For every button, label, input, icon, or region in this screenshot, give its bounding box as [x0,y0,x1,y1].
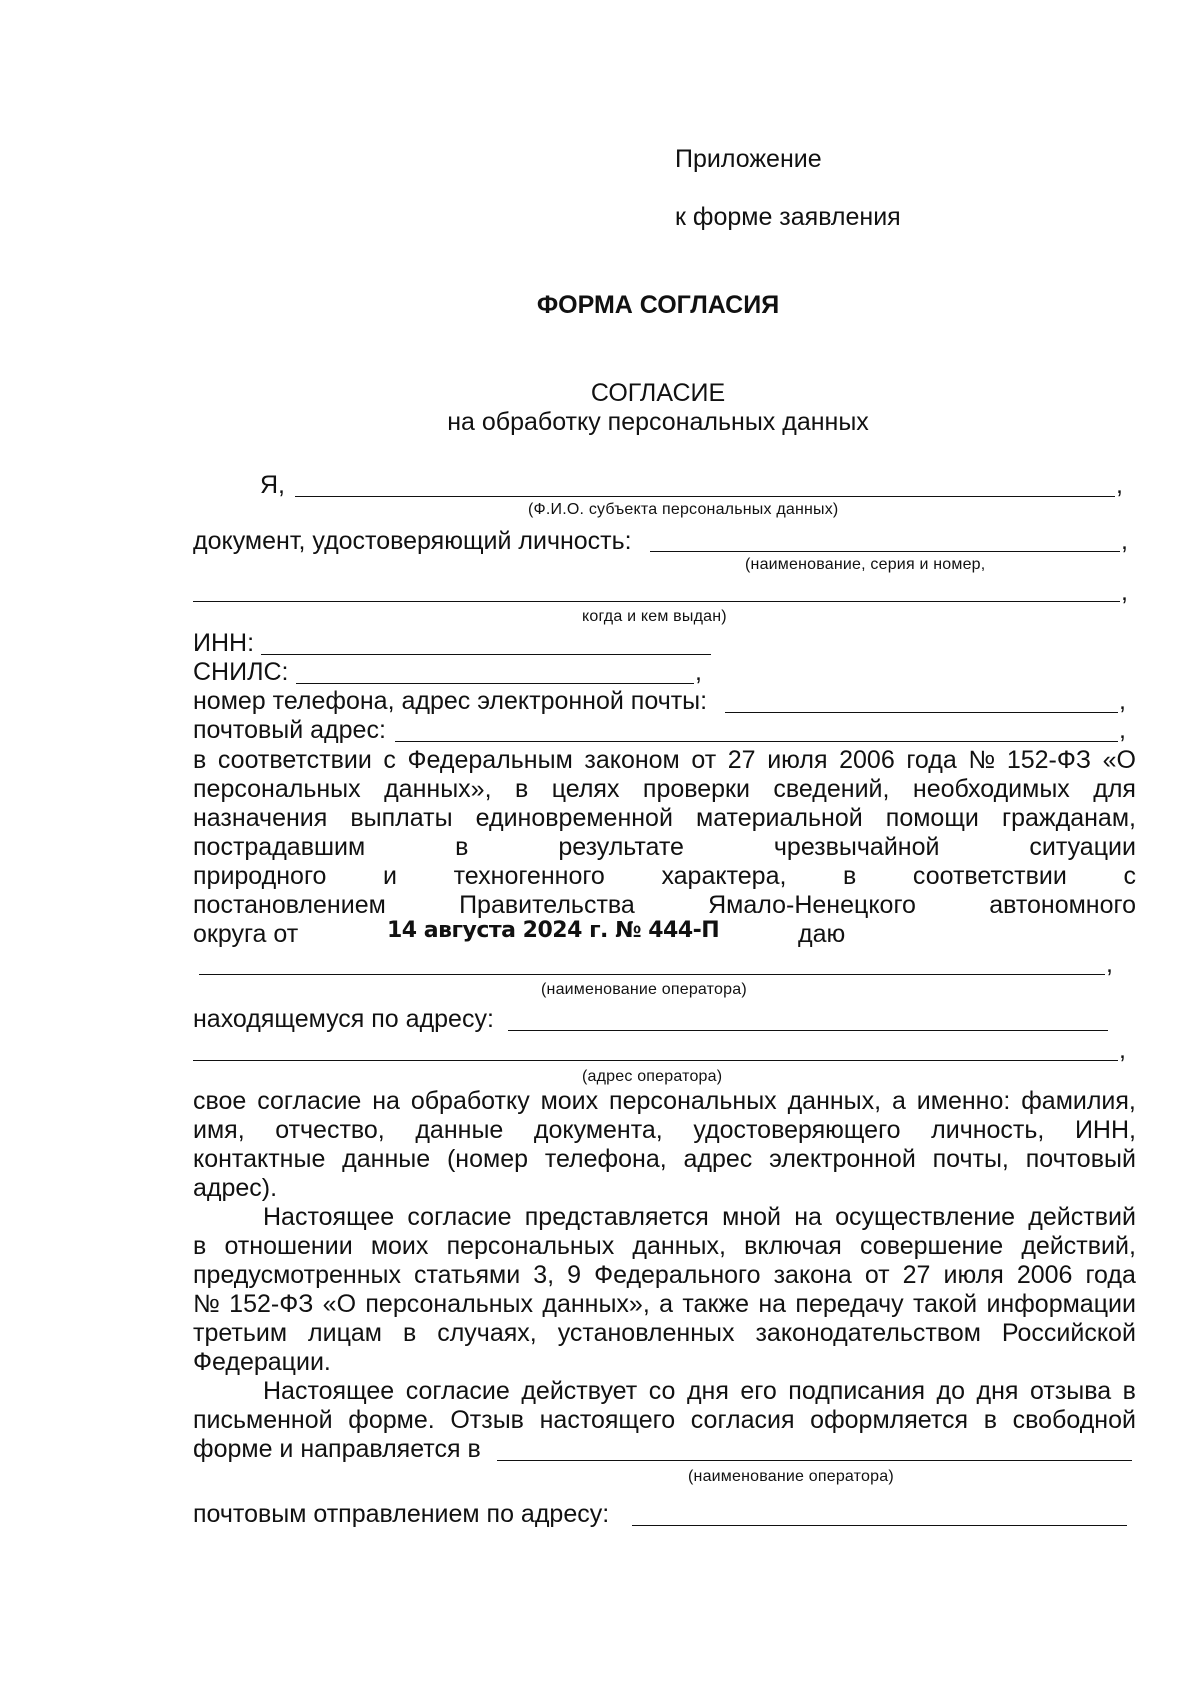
word: совершение [860,1232,1004,1260]
postal-label: почтовый адрес: [193,716,386,744]
word: ситуации [1029,833,1136,861]
word: года [906,746,957,774]
word: обработку [410,1087,530,1115]
word: на [372,1087,400,1115]
word: свободной [1012,1406,1136,1434]
word: а [892,1087,906,1115]
word: Российской [1001,1319,1136,1347]
word: электронной [769,1145,916,1173]
word: лицам [308,1319,382,1347]
word: в [843,862,857,890]
document-caption-1: (наименование, серия и номер, [745,556,986,573]
word: целях [551,775,620,803]
operator-name-caption: (наименование оператора) [541,981,747,998]
word: соответствии [217,746,372,774]
word: согласия [690,1406,795,1434]
word: включая [744,1232,842,1260]
document-input-line[interactable] [650,551,1120,552]
word: на [758,1290,787,1318]
word: законом [584,746,680,774]
word: в [983,1406,997,1434]
form-title: ФОРМА СОГЛАСИЯ [536,291,780,319]
ya-label: Я, [260,471,285,499]
word: № [193,1290,220,1318]
word: «О [322,1290,357,1318]
body-line [193,891,1136,920]
snils-input-line[interactable] [296,683,694,684]
word: такой [912,1290,978,1318]
word: почтовый [1025,1145,1136,1173]
word: 3, [533,1261,555,1289]
body-line [193,775,1136,804]
word: случаях, [437,1319,537,1347]
word: форме. [348,1406,435,1434]
word: согласие [407,1203,512,1231]
document-label: документ, удостоверяющий личность: [193,527,632,555]
snils-label: СНИЛС: [193,658,289,686]
word: автономного [989,891,1136,919]
consent-line [193,1319,1136,1348]
word: года [1085,1261,1136,1289]
word: персональных [365,1290,534,1318]
word: контактные [193,1145,326,1173]
word: информации [986,1290,1136,1318]
body-line [193,833,1136,862]
word: закона [773,1261,852,1289]
word: Федеральным [407,746,573,774]
word: подписания [788,1377,925,1405]
word: предусмотренных [193,1261,401,1289]
word: данных, [632,1232,726,1260]
fio-caption: (Ф.И.О. субъекта персональных данных) [528,501,839,518]
consent-line [193,1406,1136,1435]
word: техногенного [453,862,605,890]
comma: , [1106,950,1113,978]
word: моих [540,1087,599,1115]
word: передачу [795,1290,904,1318]
word: действий [1028,1203,1136,1231]
operator-address-caption: (адрес оператора) [582,1068,723,1085]
word: удостоверяющего [693,1116,901,1144]
word: результате [558,833,684,861]
word: Правительства [459,891,635,919]
word: действует [521,1377,638,1405]
word: материальной [696,804,863,832]
document-issued-input-line[interactable] [193,601,1120,602]
word: выплаты [350,804,453,832]
word: и [383,862,398,890]
word: Настоящее [263,1377,395,1405]
word: имя, [193,1116,245,1144]
revoke-operator-input-line[interactable] [497,1460,1132,1461]
word: оформляется [810,1406,969,1434]
revoke-operator-caption: (наименование оператора) [688,1468,894,1485]
comma: , [1121,527,1128,555]
decree-reference: 14 августа 2024 г. № 444-П [387,918,720,943]
word: данных», [384,775,492,803]
operator-name-input-line[interactable] [199,974,1105,975]
fio-input-line[interactable] [295,496,1115,497]
word: назначения [193,804,328,832]
word: установленных [557,1319,735,1347]
word: чрезвычайной [773,833,940,861]
word: 2006 [1016,1261,1073,1289]
word: от [691,746,717,774]
inn-label: ИНН: [193,629,255,657]
consent-title: СОГЛАСИЕ [590,379,726,407]
word: природного [193,862,327,890]
word: адрес [683,1145,753,1173]
word: данные [342,1145,431,1173]
revoke-send-label: форме и направляется в [193,1435,481,1463]
word: в [402,1319,417,1347]
word: статьями [414,1261,521,1289]
mail-address-input-line[interactable] [632,1525,1127,1526]
word: фамилия, [1021,1087,1136,1115]
word: до [936,1377,966,1405]
consent-line [193,1116,1136,1145]
comma: , [1119,716,1126,744]
word: дня [976,1377,1019,1405]
consent-line [193,1087,1136,1116]
okrug-from-label: округа от [193,920,299,948]
word: Ямало-Ненецкого [708,891,916,919]
word: законодательством [755,1319,981,1347]
word: согласие [405,1377,510,1405]
comma: , [695,658,702,686]
comma: , [1116,471,1123,499]
word: в [514,775,529,803]
word: также [682,1290,750,1318]
word: телефона, [544,1145,667,1173]
word: 27 [902,1261,931,1289]
inn-input-line[interactable] [261,654,711,655]
word: с [1123,862,1136,890]
body-line [193,804,1136,833]
mail-label: почтовым отправлением по адресу: [193,1500,610,1528]
phone-email-label: номер телефона, адрес электронной почты: [193,687,708,715]
located-label: находящемуся по адресу: [193,1005,494,1033]
operator-address-input-line[interactable] [508,1030,1108,1031]
word: Отзыв [450,1406,524,1434]
word: 152-ФЗ [229,1290,314,1318]
word: письменной [193,1406,333,1434]
word: настоящего [539,1406,676,1434]
word: отзыва [1029,1377,1112,1405]
word: гражданам, [1001,804,1136,832]
word: единовременной [475,804,673,832]
word: в [193,746,207,774]
word: персональных [446,1232,615,1260]
word: персональных [193,775,361,803]
consent-line [193,1261,1136,1290]
word: № [968,746,996,774]
word: в [193,1232,207,1260]
word: документа, [533,1116,663,1144]
word: третьим [193,1319,288,1347]
postal-input-line[interactable] [395,741,1118,742]
consent-line [263,1377,1136,1406]
word: осуществление [835,1203,1016,1231]
word: со [648,1377,676,1405]
word: отношении [224,1232,353,1260]
word: для [1093,775,1136,803]
word: Настоящее [263,1203,395,1231]
word: данных», [542,1290,650,1318]
consent-line-last: адрес). [193,1174,278,1202]
comma: , [1121,578,1128,606]
word: действий, [1021,1232,1136,1260]
word: (номер [446,1145,528,1173]
word: Федерального [594,1261,761,1289]
document-caption-2: когда и кем выдан) [582,608,727,625]
word: соответствии [912,862,1067,890]
word: почты, [932,1145,1009,1173]
comma: , [1119,1036,1126,1064]
word: представляется [524,1203,709,1231]
consent-line [193,1145,1136,1174]
operator-address-input-line-2[interactable] [193,1060,1118,1061]
comma: , [1119,687,1126,715]
word: 27 [727,746,756,774]
word: ИНН, [1074,1116,1136,1144]
word: мной [722,1203,781,1231]
word: с [383,746,396,774]
word: свое [193,1087,247,1115]
word: июля [767,746,828,774]
word: от [864,1261,890,1289]
body-line [193,746,1136,775]
word: данные [415,1116,504,1144]
appendix-label: Приложение [675,145,822,173]
word: в [455,833,469,861]
to-form-label: к форме заявления [675,203,901,231]
give-label: даю [798,920,846,948]
consent-line [193,1290,1136,1319]
word: характера, [661,862,787,890]
word: моих [370,1232,429,1260]
consent-subtitle: на обработку персональных данных [447,408,869,436]
consent-line [263,1203,1136,1232]
consent-line-last: Федерации. [193,1348,331,1376]
word: данных, [787,1087,882,1115]
word: постановлением [193,891,386,919]
word: на [794,1203,822,1231]
phone-email-input-line[interactable] [725,712,1118,713]
word: а [659,1290,674,1318]
word: «О [1102,746,1136,774]
word: 152-ФЗ [1006,746,1091,774]
word: дня [686,1377,729,1405]
word: проверки [642,775,750,803]
word: июля [943,1261,1004,1289]
word: необходимых [912,775,1070,803]
word: согласие [257,1087,362,1115]
body-line [193,862,1136,891]
word: пострадавшим [193,833,366,861]
word: 2006 [839,746,895,774]
word: помощи [885,804,979,832]
word: отчество, [275,1116,385,1144]
word: его [740,1377,777,1405]
word: 9 [567,1261,582,1289]
word: именно: [916,1087,1011,1115]
word: персональных [609,1087,777,1115]
word: сведений, [773,775,890,803]
word: личность, [931,1116,1045,1144]
consent-line [193,1232,1136,1261]
word: в [1122,1377,1136,1405]
